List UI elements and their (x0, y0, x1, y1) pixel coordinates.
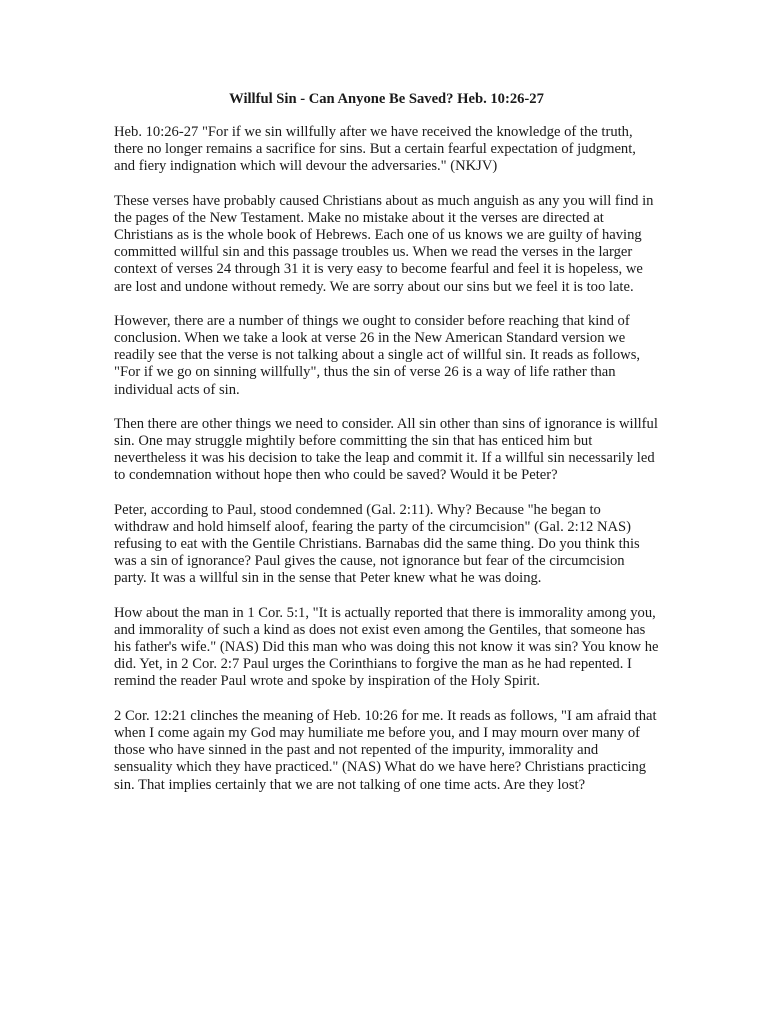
paragraph-4: Then there are other things we need to consider. All sin other than sins of ignorance is willful sin. One may struggle mightily before committing the sin that has enticed him but nevertheless it was his decision to take the leap and commit it. If a willful sin necessarily led to condemnation without hope then who could be saved? Would it be Peter? (114, 415, 658, 484)
document-page (114, 90, 659, 811)
paragraph-3: However, there are a number of things we ought to consider before reaching that kind of conclusion. When we take a look at verse 26 in the New American Standard version we readily see that the verse is not talking about a single act of willful sin. It reads as follows, "For if we go on sinning willfully", thus the sin of verse 26 is a way of life rather than individual acts of sin. (114, 312, 641, 398)
paragraph-7: 2 Cor. 12:21 clinches the meaning of Heb. 10:26 for me. It reads as follows, "I am afraid that when I come again my God may humiliate me before you, and I may mourn over many of those who have sinned in the past and not repented of the impurity, immorality and sensuality which they have practiced." (NAS) What do we have here? Christians practicing sin. That implies certainly that we are not talking of one time acts. Are they lost? (114, 707, 657, 793)
paragraph-2: These verses have probably caused Christians about as much anguish as any you will find in the pages of the New Testament. Make no mistake about it the verses are directed at Christians as is the whole book of Hebrews. Each one of us knows we are guilty of having committed willful sin and this passage troubles us. When we read the verses in the larger context of verses 24 through 31 it is very easy to become fearful and feel it is hopeless, we are lost and undone without remedy. We are sorry about our sins but we feel it is too late. (114, 192, 654, 295)
paragraph-1: Heb. 10:26-27 "For if we sin willfully after we have received the knowledge of the truth, there no longer remains a sacrifice for sins. But a certain fearful expectation of judgment, and fiery indignation which will devour the adversaries." (NKJV) (114, 124, 636, 175)
paragraph-5: Peter, according to Paul, stood condemned (Gal. 2:11). Why? Because "he began to withdraw and hold himself aloof, fearing the party of the circumcision" (Gal. 2:12 NAS) refusing to eat with the Gentile Christians. Barnabas did the same thing. Do you think this was a sin of ignorance? Paul gives the cause, not ignorance but fear of the circumcision party. It was a willful sin in the sense that Peter knew what he was doing. (114, 501, 640, 587)
paragraph-6: How about the man in 1 Cor. 5:1, "It is actually reported that there is immorality among you, and immorality of such a kind as does not exist even among the Gentiles, that someone has his father's wife." (NAS) Did this man who was doing this not know it was sin? You know he did. Yet, in 2 Cor. 2:7 Paul urges the Corinthians to forgive the man as he had repented. I remind the reader Paul wrote and spoke by inspiration of the Holy Spirit. (114, 604, 659, 690)
document-title: Willful Sin - Can Anyone Be Saved? Heb. 10:26-27 (229, 91, 544, 107)
